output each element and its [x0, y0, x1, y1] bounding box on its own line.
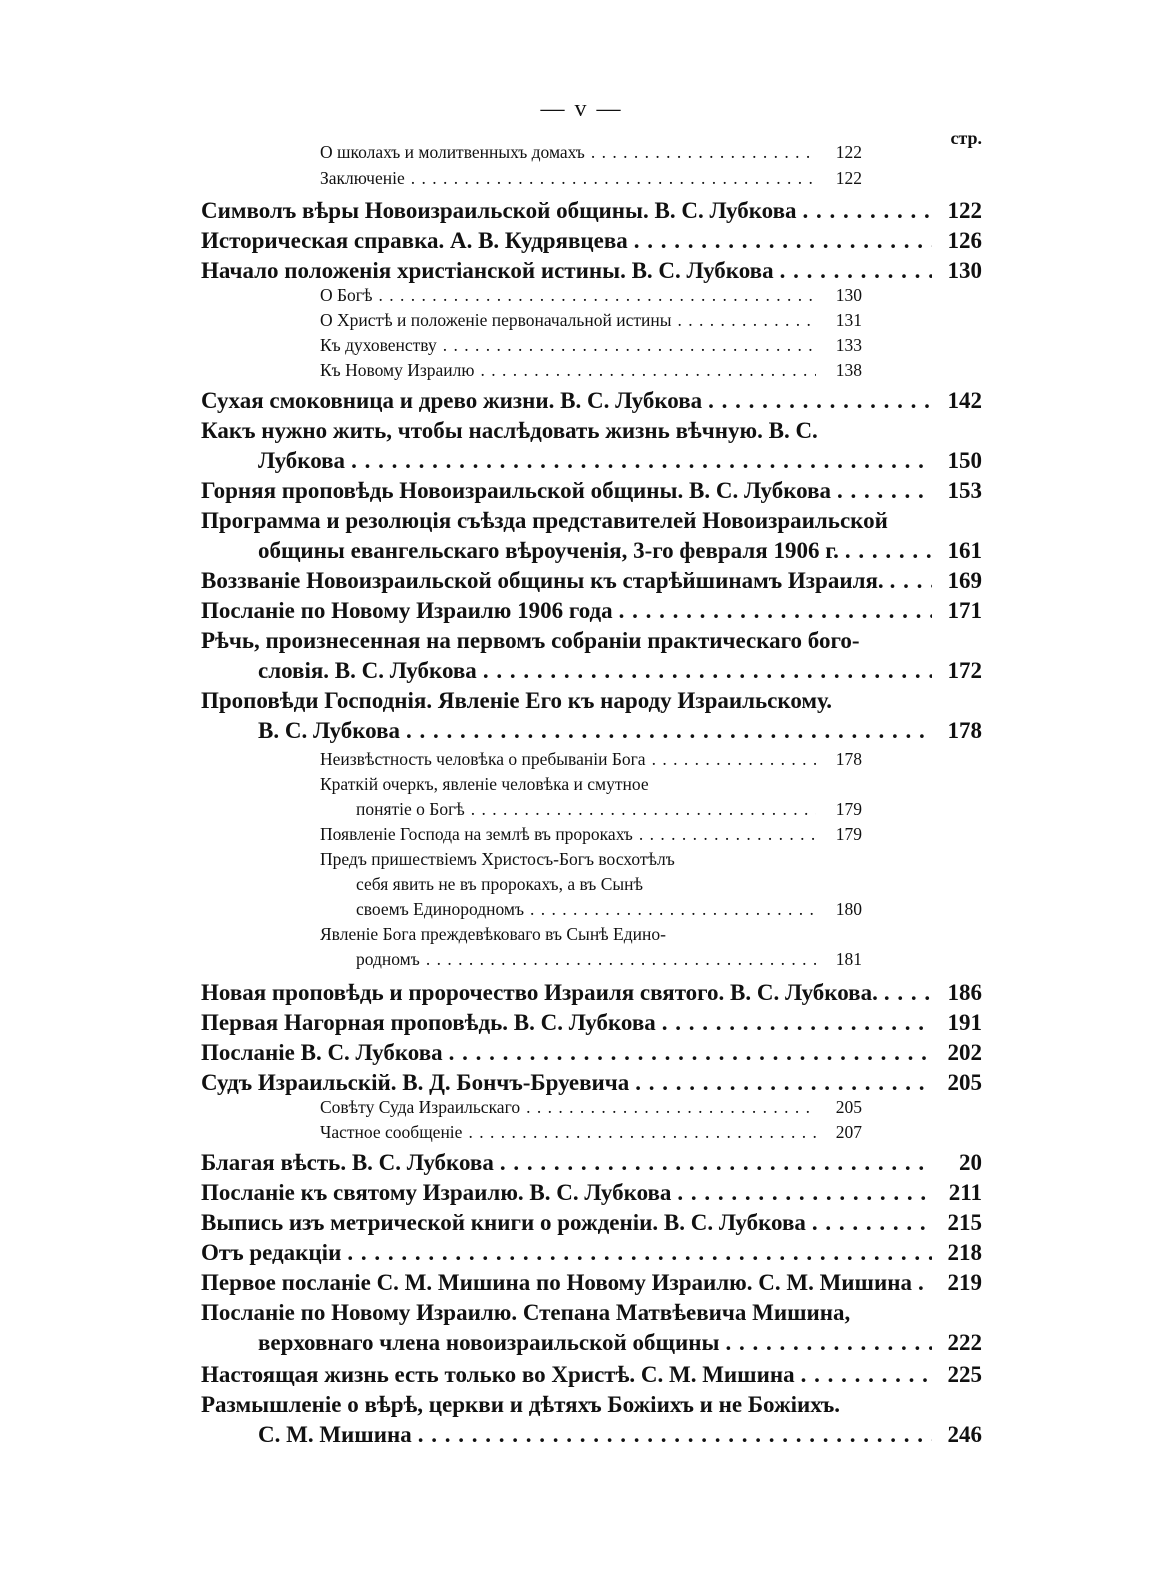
dot-leader	[351, 448, 932, 474]
toc-entry-title: Заключеніе	[320, 168, 405, 188]
dot-leader	[708, 388, 932, 414]
toc-page-number: 202	[947, 1040, 982, 1065]
toc-entry-title: своемъ Единородномъ	[356, 899, 525, 919]
toc-page-number: 246	[947, 1422, 982, 1447]
toc-entry-line	[320, 749, 862, 770]
dot-leader	[426, 949, 816, 970]
dot-leader	[678, 310, 817, 331]
toc-page-number: 122	[947, 198, 982, 223]
toc-page-number: 142	[947, 388, 982, 413]
toc-page-number: 161	[947, 538, 982, 563]
toc-page-number: 122	[835, 142, 862, 162]
dot-leader	[635, 1070, 932, 1096]
toc-entry-title: О школахъ и молитвенныхъ домахъ	[320, 142, 585, 162]
dot-leader	[837, 478, 932, 504]
toc-entry-line	[201, 418, 922, 444]
toc-page-number: 207	[835, 1122, 862, 1142]
dot-leader	[480, 360, 816, 381]
toc-page-number: 133	[835, 335, 862, 355]
toc-page-number: 169	[947, 568, 982, 593]
toc-page-number: 180	[835, 899, 862, 919]
dot-leader	[812, 1210, 932, 1236]
toc-page-number: 179	[835, 824, 862, 844]
toc-entry-line	[201, 1180, 982, 1206]
dot-leader	[652, 749, 816, 770]
toc-entry-line	[320, 360, 862, 381]
toc-page-number: 171	[947, 598, 982, 623]
toc-entry-line	[201, 1300, 922, 1326]
toc-page-number: 205	[947, 1070, 982, 1095]
toc-entry-line	[258, 718, 982, 744]
dot-leader	[780, 258, 932, 284]
toc-entry-title: понятіе о Богѣ	[356, 799, 465, 819]
toc-entry-title: Первое посланіе С. М. Мишина по Новому Израилю. С. М. Мишина	[201, 1270, 912, 1295]
toc-entry-line	[201, 1362, 982, 1388]
toc-entry-title: Сухая смоковница и древо жизни. В. С. Лубкова	[201, 388, 703, 413]
toc-entry-title: Новая проповѣдь и пророчество Израиля святого. В. С. Лубкова.	[201, 980, 878, 1005]
toc-entry-line	[201, 1392, 922, 1418]
toc-entry-line	[356, 874, 802, 895]
toc-page-number: 138	[835, 360, 862, 380]
toc-entry-title: Символъ вѣры Новоизраильской общины. В. С. Лубкова	[201, 198, 797, 223]
toc-entry-title: Лубкова	[258, 448, 346, 473]
toc-page-number: 222	[947, 1330, 982, 1355]
dot-leader	[347, 1240, 932, 1266]
toc-entry-title: Посланіе по Новому Израилю 1906 года	[201, 598, 613, 623]
dot-leader	[890, 568, 932, 594]
toc-entry-title: Историческая справка. А. В. Кудрявцева	[201, 228, 628, 253]
toc-entry-title: себя явить не въ пророкахъ, а въ Сынѣ	[356, 874, 644, 894]
toc-entry-title: родномъ	[356, 949, 420, 969]
toc-entry-line	[258, 538, 982, 564]
toc-entry-line	[258, 1422, 982, 1448]
toc-entry-line	[201, 478, 982, 504]
toc-entry-title: Отъ редакціи	[201, 1240, 342, 1265]
dot-leader	[449, 1040, 932, 1066]
dot-leader	[662, 1010, 932, 1036]
toc-page-number: 225	[947, 1362, 982, 1387]
toc-entry-line	[201, 1270, 982, 1296]
dot-leader	[884, 980, 932, 1006]
toc-page-number: 153	[947, 478, 982, 503]
page-number: — v —	[540, 96, 623, 122]
toc-page-number: 150	[947, 448, 982, 473]
toc-entry-title: словія. В. С. Лубкова	[258, 658, 477, 683]
toc-entry-title: Къ духовенству	[320, 335, 437, 355]
dot-leader	[801, 1362, 932, 1388]
toc-entry-line	[201, 980, 982, 1006]
toc-entry-line	[320, 168, 862, 189]
toc-page-number: 178	[947, 718, 982, 743]
toc-entry-title: Какъ нужно жить, чтобы наслѣдовать жизнь вѣчную. В. С.	[201, 418, 818, 443]
toc-entry-line	[201, 508, 922, 534]
toc-entry-title: О Богѣ	[320, 285, 373, 305]
toc-entry-line	[201, 228, 982, 254]
toc-entry-title: Начало положенія христіанской истины. В. С. Лубкова	[201, 258, 774, 283]
toc-page-number: 130	[947, 258, 982, 283]
toc-page-number: 211	[948, 1180, 982, 1205]
dot-leader	[725, 1330, 932, 1356]
toc-entry-line	[201, 388, 982, 414]
dot-leader	[411, 168, 816, 189]
dot-leader	[468, 1122, 816, 1143]
dot-leader	[443, 335, 816, 356]
dot-leader	[418, 1422, 932, 1448]
toc-entry-line	[201, 628, 922, 654]
toc-entry-line	[320, 824, 862, 845]
toc-entry-title: Судъ Израильскій. В. Д. Бончъ-Бруевича	[201, 1070, 630, 1095]
toc-entry-title: Предъ пришествіемъ Христосъ-Богъ восхотѣлъ	[320, 849, 675, 869]
toc-entry-line	[201, 1040, 982, 1066]
toc-page-number: 130	[835, 285, 862, 305]
toc-entry-title: Благая вѣсть. В. С. Лубкова	[201, 1150, 494, 1175]
toc-entry-line	[320, 310, 862, 331]
toc-entry-line	[356, 799, 862, 820]
toc-entry-line	[201, 568, 982, 594]
toc-entry-title: Рѣчь, произнесенная на первомъ собраніи практическаго бого-	[201, 628, 860, 653]
toc-entry-line	[258, 658, 982, 684]
toc-entry-line	[320, 1122, 862, 1143]
dot-leader	[530, 899, 816, 920]
dot-leader	[845, 538, 932, 564]
toc-entry-title: Размышленіе о вѣрѣ, церкви и дѣтяхъ Божіихъ и не Божіихъ.	[201, 1392, 841, 1417]
page-column-header: стр.	[950, 128, 982, 148]
toc-entry-line	[258, 448, 982, 474]
dot-leader	[483, 658, 932, 684]
toc-page-number: 219	[947, 1270, 982, 1295]
toc-page-number: 191	[947, 1010, 982, 1035]
dot-leader	[803, 198, 932, 224]
toc-entry-line	[201, 1150, 982, 1176]
toc-entry-line	[320, 142, 862, 163]
toc-entry-line	[356, 899, 862, 920]
toc-entry-title: Горняя проповѣдь Новоизраильской общины. В. С. Лубкова	[201, 478, 832, 503]
toc-page-number: 20	[959, 1150, 982, 1175]
toc-entry-title: Посланіе по Новому Израилю. Степана Матвѣевича Мишина,	[201, 1300, 851, 1325]
toc-page-number: 218	[947, 1240, 982, 1265]
toc-entry-title: Посланіе В. С. Лубкова	[201, 1040, 443, 1065]
toc-entry-title: Программа и резолюція съѣзда представителей Новоизраильской	[201, 508, 888, 533]
toc-entry-line	[201, 1070, 982, 1096]
toc-entry-title: верховнаго члена новоизраильской общины	[258, 1330, 720, 1355]
toc-entry-title: Частное сообщеніе	[320, 1122, 463, 1142]
toc-page-number: 181	[835, 949, 862, 969]
toc-entry-title: Къ Новому Израилю	[320, 360, 475, 380]
toc-entry-title: Выпись изъ метрической книги о рожденіи. В. С. Лубкова	[201, 1210, 806, 1235]
toc-entry-line	[201, 598, 982, 624]
toc-entry-line	[258, 1330, 982, 1356]
toc-page-number: 126	[947, 228, 982, 253]
toc-entry-line	[201, 1010, 982, 1036]
dot-leader	[639, 824, 816, 845]
toc-entry-title: С. М. Мишина	[258, 1422, 412, 1447]
toc-page-number: 178	[835, 749, 862, 769]
toc-entry-line	[201, 1210, 982, 1236]
toc-entry-title: Посланіе къ святому Израилю. В. С. Лубкова	[201, 1180, 672, 1205]
toc-entry-title: общины евангельскаго вѣроученія, 3-го февраля 1906 г.	[258, 538, 839, 563]
toc-entry-line	[320, 1097, 862, 1118]
toc-entry-title: Проповѣди Господнія. Явленіе Его къ народу Израильскому.	[201, 688, 833, 713]
toc-entry-title: В. С. Лубкова	[258, 718, 401, 743]
toc-entry-line	[201, 1240, 982, 1266]
toc-page-number: 186	[947, 980, 982, 1005]
toc-page-number: 205	[835, 1097, 862, 1117]
toc-entry-line	[320, 849, 802, 870]
dot-leader	[619, 598, 932, 624]
toc-entry-title: Появленіе Господа на землѣ въ пророкахъ	[320, 824, 633, 844]
toc-entry-line	[320, 285, 862, 306]
dot-leader	[500, 1150, 932, 1176]
toc-entry-title: О Христѣ и положеніе первоначальной истины	[320, 310, 672, 330]
dot-leader	[379, 285, 817, 306]
toc-page-number: 131	[835, 310, 862, 330]
toc-entry-title: Явленіе Бога преждевѣковаго въ Сынѣ Едино-	[320, 924, 666, 944]
dot-leader	[526, 1097, 816, 1118]
toc-entry-title: Настоящая жизнь есть только во Христѣ. С. М. Мишина	[201, 1362, 795, 1387]
toc-entry-line	[320, 924, 802, 945]
toc-entry-line	[320, 335, 862, 356]
toc-entry-line	[201, 198, 982, 224]
toc-entry-line	[320, 774, 802, 795]
toc-entry-line	[201, 258, 982, 284]
toc-page-number: 122	[835, 168, 862, 188]
toc-entry-title: Неизвѣстность человѣка о пребываніи Бога	[320, 749, 646, 769]
toc-page-number: 215	[947, 1210, 982, 1235]
toc-entry-title: Совѣту Суда Израильскаго	[320, 1097, 521, 1117]
toc-page-number: 179	[835, 799, 862, 819]
toc-entry-title: Краткій очеркъ, явленіе человѣка и смутное	[320, 774, 649, 794]
dot-leader	[677, 1180, 932, 1206]
dot-leader	[591, 142, 816, 163]
dot-leader	[918, 1270, 932, 1296]
dot-leader	[406, 718, 932, 744]
toc-entry-title: Воззваніе Новоизраильской общины къ старѣйшинамъ Израиля.	[201, 568, 884, 593]
toc-page-number: 172	[947, 658, 982, 683]
dot-leader	[471, 799, 816, 820]
toc-entry-line	[201, 688, 922, 714]
dot-leader	[634, 228, 932, 254]
toc-entry-line	[356, 949, 862, 970]
toc-entry-title: Первая Нагорная проповѣдь. В. С. Лубкова	[201, 1010, 656, 1035]
